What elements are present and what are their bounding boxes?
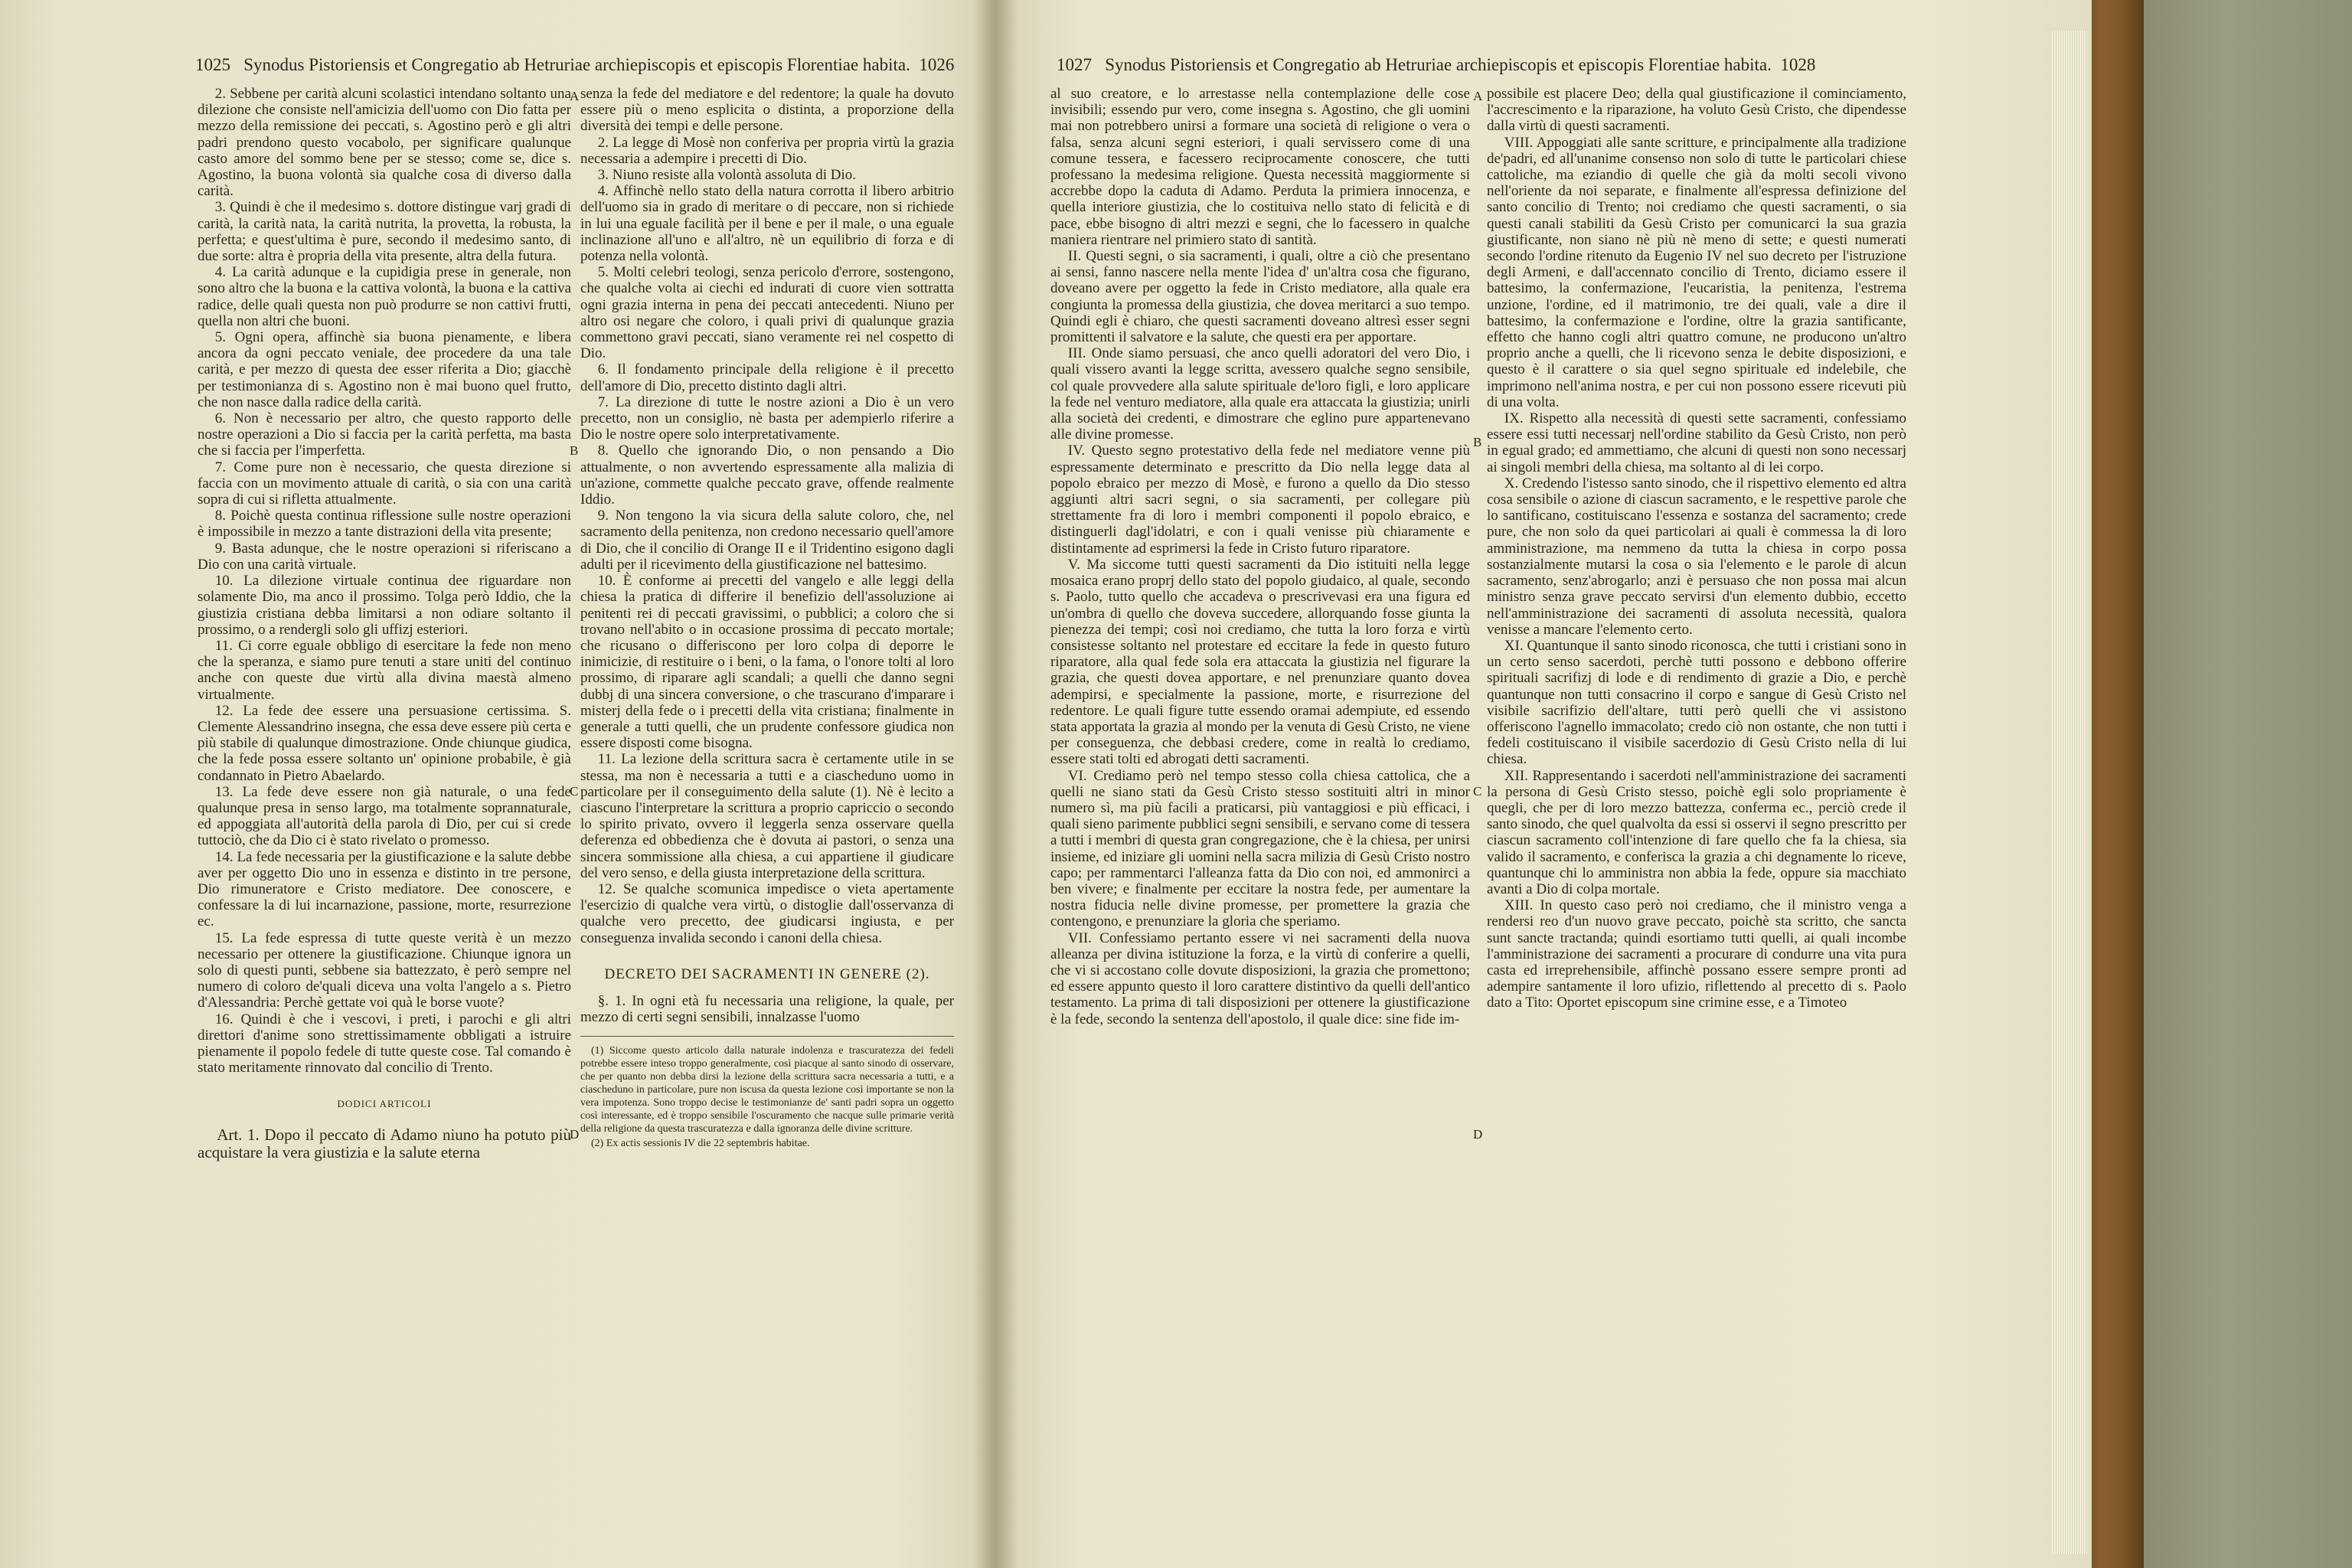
margin-marker: D [1473,1127,1483,1142]
paragraph: 7. Come pure non è necessario, che questa direzione si faccia con un movimento attuale di carità, o sia con una carità sopra di cui si rifletta attualmente. [198,459,571,508]
paragraph: III. Onde siamo persuasi, che anco quelli adoratori del vero Dio, i quali vissero avanti la legge scritta, avessero qualche segno sensibile, col quale provvedere alla salute spirituale de'loro figli, e loro applicare la fede nel venturo mediatore, alla quale era attaccata la giustizia; unirli alla società dei credenti, e dimostrare che eglino pure appartenevano alle divine promesse. [1050,345,1470,443]
paragraph: 13. La fede deve essere non già naturale, o una fede qualunque presa in senso largo, ma totalmente soprannaturale, ed appoggiata all'autorità della parola di Dio, per cui si crede tuttociò, che da Dio ci è stato rivelato o promesso. [198,783,571,849]
margin-marker: B [1473,435,1482,449]
paragraph: al suo creatore, e lo arrestasse nella contemplazione delle cose invisibili; essendo pur vero, come insegna s. Agostino, che gli uomini mai non potrebbero unirsi a formare una società di religione o vera o falsa, senza alcuni segni esteriori, i quali servissero come di una comune tessera, e facessero reciprocamente conoscere, che tutti professano la medesima religione. Questa necessità maggiormente si accrebbe dopo la caduta di Adamo. Perduta la primiera innocenza, e quella interiore giustizia, che lo costituiva nello stato di felicità e di pace, ebbe bisogno di altri mezzi e segni, che lo facessero in qualche maniera rientrare nel primiero stato di santità. [1050,86,1470,248]
paragraph: 6. Il fondamento principale della religione è il precetto dell'amore di Dio, precetto distinto dagli altri. [580,361,954,394]
margin-marker: C [1473,784,1482,799]
page-number: 1027 [1057,55,1092,74]
running-title: Synodus Pistoriensis et Congregatio ab Hetruriae archiepiscopis et episcopis Florentiae habita. [243,55,910,74]
margin-marker: C [570,784,579,799]
left-header [195,55,954,75]
paragraph: 7. La direzione di tutte le nostre azioni a Dio è un vero precetto, non un consiglio, nè basta per adempierlo riferire a Dio le nostre opere solo interpretativamente. [580,394,954,443]
paragraph: 12. Se qualche scomunica impedisce o vieta apertamente l'esercizio di qualche vera virtù, o distoglie dall'osservanza di qualche vero precetto, dee giudicarsi ingiusta, e per conseguenza invalida secondo i canoni della chiesa. [580,880,954,946]
right-column-2 [1487,86,1906,1011]
margin-marker: A [1473,89,1483,103]
paragraph: XIII. In questo caso però noi crediamo, che il ministro venga a rendersi reo d'un nuovo grave peccato, poichè sta scritto, che sancta sunt sancte tractanda; quindi esortiamo tutti quelli, ai quali incombe l'amministrazione dei sacramenti a procurare di condurre una vita pura casta ed irreprehensibile, affinchè possano essere sempre pronti ad adempire santamente il loro ufizio, riflettendo al precetto di s. Paolo dato a Tito: Oportet episcopum sine crimine esse, e a Timoteo [1487,897,1906,1011]
margin-marker: D [570,1127,580,1142]
paragraph: 11. Ci corre eguale obbligo di esercitare la fede non meno che la speranza, e siamo pure tenuti a stare uniti del continuo anche con queste due virtù alla divina maestà almeno virtualmente. [198,637,571,703]
paragraph: VII. Confessiamo pertanto essere vi nei sacramenti della nuova alleanza per divina istituzione la forza, e la virtù di conferire a quelli, che vi si accostano colle dovute disposizioni, la grazia che promettono; ed essere appunto questo il loro carattere distintivo da quelli dell'antico testamento. La prima di tali disposizioni per ottenere la giustificazione è la fede, secondo la sentenza dell'apostolo, il quale dice: sine fide im- [1050,929,1470,1027]
paragraph: X. Credendo l'istesso santo sinodo, che il rispettivo elemento ed altra cosa sensibile o azione di ciascun sacramento, e le respettive parole che lo santificano, costituiscano l'essenza e sostanza del sacramento; crede pure, che non solo da quei particolari ai quali è commessa la di loro amministrazione, ma nemmeno da tutta la chiesa in corpo possa sostanzialmente mutarsi la cosa o sia l'elemento e le parole di alcun sacramento, senz'abrogarlo; anzi è persuaso che non possa mai alcun ministro senza grave peccato servirsi d'un elemento dubbio, eccetto nell'amministrazione dei sacramenti di assoluta necessità, qualora venisse a mancare l'elemento certo. [1487,475,1906,638]
paragraph: 9. Non tengono la via sicura della salute coloro, che, nel sacramento della penitenza, non credono necessario quell'amore di Dio, che il concilio di Orange II e il Tridentino esigono dagli adulti per il ricevimento della giustificazione nel battesimo. [580,508,954,573]
paragraph: 14. La fede necessaria per la giustificazione e la salute debbe aver per oggetto Dio uno in essenza e distinto in tre persone, Dio rimuneratore e Cristo mediatore. Dee conoscere, e confessare la di lui incarnazione, passione, morte, resurrezione ec. [198,848,571,930]
paragraph: VI. Crediamo però nel tempo stesso colla chiesa cattolica, che a quelli ne siano stati da Gesù Cristo stesso sostituiti altri in minor numero sì, ma più facili a praticarsi, più vantaggiosi e più efficaci, i quali sieno parimente pubblici segni sensibili, e servano come di tessera a tutti i membri di questa gran congregazione, che è la chiesa, per unirsi insieme, ed iniziare gli uomini nella sacra milizia di Gesù Cristo nostro capo; per rammentarci l'alleanza fatta da Dio con noi, ed ammonirci a ben vivere; e finalmente per eccitare la nostra fede, per aumentare la nostra fiducia nelle divine promesse, per promettere la grazia che contengono, e prenunziare la gloria che speriamo. [1050,767,1470,930]
paragraph: 16. Quindi è che i vescovi, i preti, i parochi e gli altri direttori d'anime sono strettissimamente obbligati a istruire pienamente il popolo fedele di tutte queste cose. Tal comando è stato meritamente rinnovato dal concilio di Trento. [198,1011,571,1076]
left-column-1 [198,86,571,1161]
left-column-2 [580,86,954,1152]
right-column-1 [1050,86,1470,1027]
page-number: 1026 [919,55,955,74]
paragraph: 3. Quindi è che il medesimo s. dottore distingue varj gradi di carità, la carità nata, la carità nutrita, la provetta, la robusta, la perfetta; e quest'ultima è pure, secondo il medesimo santo, di due sorte: altra è propria della vita presente, altra della futura. [198,199,571,265]
paragraph: 9. Basta adunque, che le nostre operazioni si riferiscano a Dio con una carità virtuale. [198,540,571,573]
background-table [2136,0,2352,1568]
paragraph: V. Ma siccome tutti questi sacramenti da Dio istituiti nella legge mosaica erano proprj dello stato del popolo giudaico, al quale, secondo s. Paolo, tutto quello che accadeva o prescrivevasi era una figura ed un'ombra di quello che doveva succedere, allorquando fosse giunta la pienezza dei tempi; così noi crediamo, che tutta la loro forza e virtù consistesse soltanto nel protestare ed eccitare la fede in questo futuro riparatore, alla qual fede sola era attaccata la giustizia nel figurare la grazia, che questi dovea apportare, e nel prenunziare quanto dovea adempirsi, e specialmente la passione, morte, e risurrezione del redentore. Le quali figure tutte essendo oramai adempiute, ed essendo stata apportata la grazia al mondo per la venuta di Gesù Cristo, ne viene per conseguenza, che debbasi credere, come in realtà lo crediamo, essere stati tolti ed abrogati detti sacramenti. [1050,556,1470,768]
paragraph: 5. Ogni opera, affinchè sia buona pienamente, e libera ancora da ogni peccato veniale, dee procedere da una tale carità, e per mezzo di questa dee esser riferita a Dio; giacchè per testimonianza di s. Agostino non è mai buono quel frutto, che non nasce dalla radice della carità. [198,329,571,410]
paragraph: 2. La legge di Mosè non conferiva per propria virtù la grazia necessaria a adempire i precetti di Dio. [580,134,954,167]
paragraph: II. Questi segni, o sia sacramenti, i quali, oltre a ciò che presentano ai sensi, fanno nascere nella mente l'idea d' un'altra cosa che figurano, doveano avere per oggetto la fede in Cristo mediatore, alla quale era congiunta la promessa della giustizia, che dovea meritarci a suo tempo. Quindi egli è chiaro, che questi sacramenti doveano altresì esser segni promittenti il salvatore e la salute, che questi era per apportare. [1050,248,1470,346]
book-cover-edge [2082,0,2144,1568]
right-page [995,0,2092,1568]
footnote: (2) Ex actis sessionis IV die 22 septembris habitae. [591,1138,810,1150]
paragraph: VIII. Appoggiati alle sante scritture, e principalmente alla tradizione de'padri, ed all'unanime consenso non solo di tutte le particolari chiese cattoliche, ma eziandio di quelle che già da molti secoli vivono nell'oriente da noi separate, e finalmente all'espressa definizione del santo concilio di Trento; noi crediamo che questi sacramenti, o sia questi canali stabiliti da Gesù Cristo per comunicarci la sua grazia giustificante, non siano nè più nè meno di sette; e questi numerati secondo l'ordine ritenuto da Eugenio IV nel suo decreto per l'istruzione degli Armeni, e dall'accennato concilio di Trento, diciamo essere il battesimo, la confermazione, l'eucaristia, la penitenza, l'estrema unzione, l'ordine, ed il matrimonio, tre dei quali, vale a dire il battesimo, la confermazione e l'ordine, oltre la grazia santificante, effetto che hanno cogli altri quattro comune, ne producono un'altro proprio anche a quelli, che li ricevono senza le debite disposizioni, e questo è il carattere o sia quel segno spirituale ed indelebile, che imprimono nell'anima nostra, e per cui non possono essere ricevuti più di una volta. [1487,134,1906,410]
paragraph: 10. È conforme ai precetti del vangelo e alle leggi della chiesa la pratica di differire il benefizio dell'assoluzione ai penitenti rei di peccati gravissimi, o pubblici; a coloro che si trovano nell'abito o in occasione prossima di peccato mortale; che ricusano o differiscono per loro colpa di deporre le inimicizie, di restituire o i beni, o la fama, o l'onore tolti al loro prossimo, di riparare agli scandali; a quelli che danno segni dubbj di una sincera conversione, o che trascurano d'imparare i misterj della fede o i precetti della vita cristiana; finalmente in generale a tutti quelli, che un prudente confessore giudica non essere disposti come bisogna. [580,573,954,752]
running-title: Synodus Pistoriensis et Congregatio ab Hetruriae archiepiscopis et episcopis Florentiae habita. [1105,55,1772,74]
paragraph: 8. Quello che ignorando Dio, o non pensando a Dio attualmente, o non avvertendo espressamente alla malizia di un'azione, commette qualche peccato grave, offende realmente Iddio. [580,443,954,508]
paragraph: IX. Rispetto alla necessità di questi sette sacramenti, confessiamo essere essi tutti necessarj nell'ordine stabilito da Gesù Cristo, non però in egual grado; ed ammettiamo, che alcuni di questi non sono necessarj ai singoli membri della chiesa, ma soltanto al di lei corpo. [1487,410,1906,475]
paragraph: 2. Sebbene per carità alcuni scolastici intendano soltanto una dilezione che consiste nell'amicizia dell'uomo con Dio fatta per mezzo della remissione dei peccati, s. Agostino però e gli altri padri prendono questo vocabolo, per significare qualunque casto amore del sommo bene per se stesso; come se, dice s. Agostino, la buona volontà sia qualche cosa di diverso dalla carità. [198,86,571,200]
paragraph: 10. La dilezione virtuale continua dee riguardare non solamente Dio, ma anco il prossimo. Tolga però Iddio, che la giustizia cristiana debba limitarsi a non odiare soltanto il prossimo, o a rendergli solo gli uffizj esteriori. [198,573,571,638]
page-number: 1025 [195,55,230,74]
paragraph: §. 1. In ogni età fu necessaria una religione, la quale, per mezzo di certi segni sensibili, innalzasse l'uomo [580,992,954,1026]
margin-marker: B [570,443,579,458]
paragraph: 6. Non è necessario per altro, che questo rapporto delle nostre operazioni a Dio si faccia per la carità perfetta, ma basta che si faccia per l'imperfetta. [198,410,571,459]
paragraph: Art. 1. Dopo il peccato di Adamo niuno ha potuto più acquistare la vera giustizia e la salute eterna [198,1125,571,1161]
paragraph: 8. Poichè questa continua riflessione sulle nostre operazioni è impossibile in mezzo a tante distrazioni della vita presente; [198,508,571,541]
paragraph: XII. Rappresentando i sacerdoti nell'amministrazione dei sacramenti la persona di Gesù Cristo stesso, poichè egli solo propriamente è quegli, che per di loro mezzo battezza, conferma ec., perciò crede il santo sinodo, che quel qualvolta da essi si osservi il segno prescritto per ciascun sacramento coll'intenzione di fare quello che fa la chiesa, sia valido il sacramento, e conferisca la grazia a chi degnamente lo riceve, quantunque chi lo amministra non abbia la fede, oppure sia macchiato avanti a Dio di colpa mortale. [1487,767,1906,897]
paragraph: 4. La carità adunque e la cupidigia prese in generale, non sono altro che la buona e la cattiva volontà, la buona e la cattiva radice, delle quali questa non può produrre se non cattivi frutti, quella non altri che buoni. [198,264,571,329]
page-edges [2052,31,2087,1554]
left-page [0,0,995,1568]
paragraph: IV. Questo segno protestativo della fede nel mediatore venne più espressamente determinato e prescritto da Dio nella legge data al popolo ebraico per mezzo di Mosè, e furono a quello da Dio stesso aggiunti altri sacri segni, o sia sacramenti, per collegare più strettamente fra di loro i membri componenti il popolo ebraico, e distinguerli dagl'idolatri, e con i quali venisse più chiaramente e distintamente ad esprimersi la fede in Cristo futuro riparatore. [1050,443,1470,557]
right-header [1057,55,1815,75]
paragraph: 11. La lezione della scrittura sacra è certamente utile in se stessa, ma non è necessaria a tutti e a ciascheduno uomo in particolare per il conseguimento della salute (1). Nè è lecito a ciascuno l'interpretare la scrittura a proprio capriccio o secondo lo spirito privato, ovvero il leggerla senza osservare quella deferenza ed obbedienza che è dovuta ai pastori, o senza una sincera sommissione alla chiesa, a cui appartiene il giudicare del vero senso, e della giusta interpretazione della scrittura. [580,751,954,881]
paragraph: possibile est placere Deo; della qual giustificazione il cominciamento, l'accrescimento e la riparazione, ha voluto Gesù Cristo, che dipendesse dalla virtù di questi sacramenti. [1487,86,1906,135]
margin-marker: A [570,89,580,103]
paragraph: 3. Niuno resiste alla volontà assoluta di Dio. [597,167,856,184]
section-heading: DECRETO DEI SACRAMENTI IN GENERE (2). [604,965,930,982]
page-number: 1028 [1780,55,1816,74]
footnotes [580,1036,954,1150]
paragraph: 4. Affinchè nello stato della natura corrotta il libero arbitrio dell'uomo sia in grado di meritare o di peccare, non si richiede in lui una eguale facilità per il bene e per il male, o una eguale inclinazione all'uno e all'altro, nè un equilibrio di forza e di potenza nella volontà. [580,183,954,265]
paragraph: XI. Quantunque il santo sinodo riconosca, che tutti i cristiani sono in un certo senso sacerdoti, perchè tutti possono e debbono offerire spirituali sacrifizj di lode e di rendimento di grazie a Dio, e perchè quantunque non tutti consacrino il corpo e sangue di Gesù Cristo nel visibile sacrifizio dell'altare, tutti però quelli che vi assistono offeriscono l'agnello immacolato; credo ciò non ostante, che non tutti i fedeli costituiscano il visibile sacerdozio di Gesù Cristo nella di lui chiesa. [1487,637,1906,768]
paragraph: 5. Molti celebri teologi, senza pericolo d'errore, sostengono, che qualche volta ai ciechi ed indurati di cuore vien sottratta ogni grazia interna in pena dei peccati antecedenti. Niuno per altro osi negare che coloro, i quali privi di qualunque grazia commettono gravi peccati, siano veramente rei nel cospetto di Dio. [580,264,954,362]
section-heading: DODICI ARTICOLI [337,1098,432,1110]
book-gutter [972,0,1018,1568]
paragraph: 15. La fede espressa di tutte queste verità è un mezzo necessario per ottenere la giustificazione. Chiunque ignora un solo di questi punti, sebbene sia battezzato, è però sempre nel numero di coloro de'quali diceva una volta l'angelo a s. Pietro d'Alessandria: Perchè gettate voi quà le borse vuote? [198,929,571,1011]
paragraph: senza la fede del mediatore e del redentore; la quale ha dovuto essere più o meno esplicita o distinta, a proporzione della diversità dei tempi e delle persone. [580,86,954,135]
footnote: (1) Siccome questo articolo dalla naturale indolenza e trascuratezza dei fedeli potrebbe essere inteso troppo generalmente, così piacque al santo sinodo di osservare, che per quanto non debba dirsi la lezione della scrittura sacra necessaria a tutti, e a ciascheduno in particolare, pure non iscusa da questa lezione così importante se non la vera impotenza. Sono troppo decise le testimonianze de' santi padri sopra un oggetto così interessante, ed è troppo sensibile l'oscuramento che nacque sulle primarie verità della religione da questa trascuratezza e dalla ignoranza delle divine scritture. [580,1045,954,1135]
paragraph: 12. La fede dee essere una persuasione certissima. S. Clemente Alessandrino insegna, che essa deve essere più certa e più stabile di qualunque dimostrazione. Onde chiunque giudica, che la fede possa essere soltanto un' opinione probabile, è già condannato in Pietro Abaelardo. [198,702,571,784]
